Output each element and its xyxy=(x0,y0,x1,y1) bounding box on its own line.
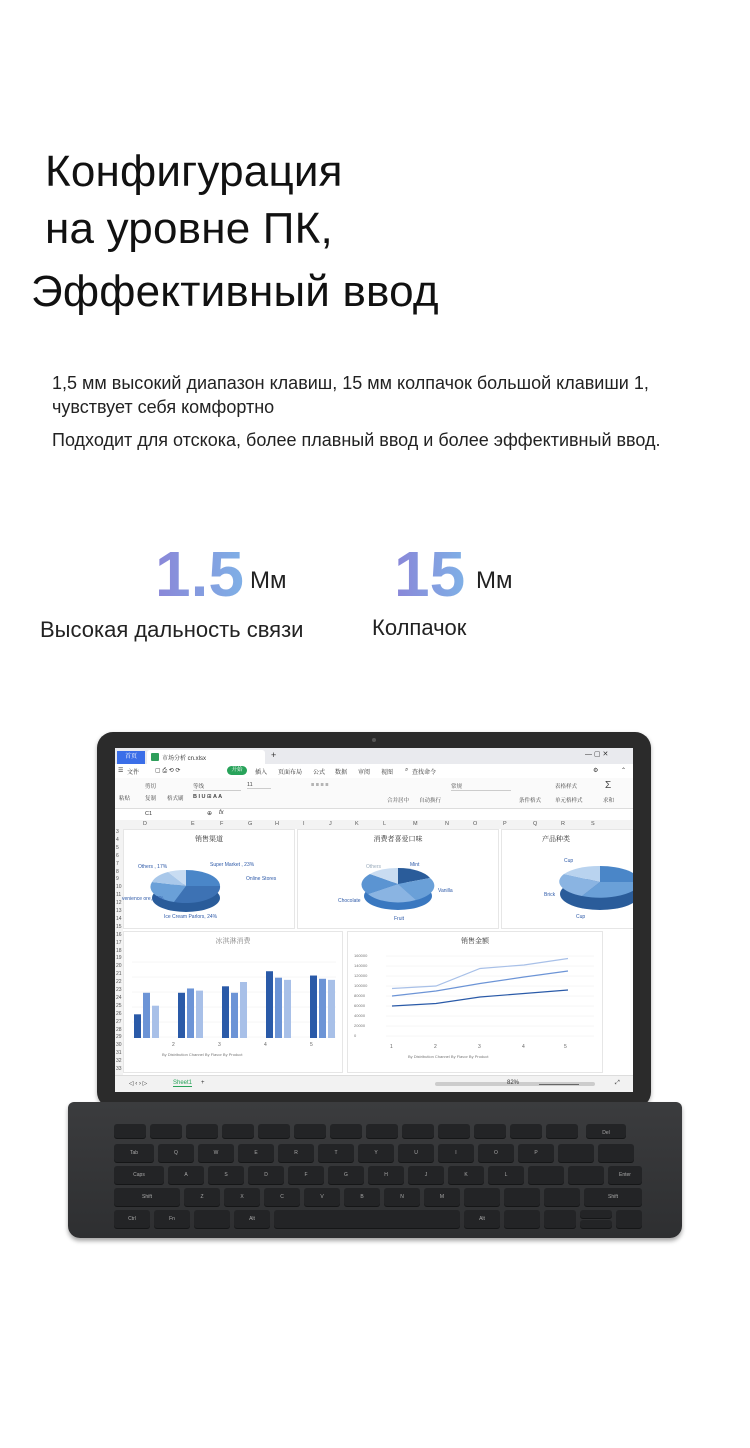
window-controls-icon[interactable]: — ▢ ✕ xyxy=(585,751,609,758)
chart-sales-channel[interactable] xyxy=(123,829,295,929)
column-header[interactable]: G xyxy=(248,821,253,827)
chart-title: 销售金额 xyxy=(461,938,489,945)
line-x-tick: 2 xyxy=(434,1044,437,1050)
key-l[interactable]: L xyxy=(488,1166,524,1184)
row-header[interactable]: 23 xyxy=(116,987,122,993)
key-x[interactable]: X xyxy=(224,1188,260,1206)
pie-label: Mint xyxy=(410,862,420,868)
headline-line-1: Конфигурация xyxy=(45,147,343,196)
new-tab-plus-icon[interactable]: + xyxy=(271,750,277,760)
key-del[interactable]: Del xyxy=(586,1124,626,1138)
key-m[interactable]: M xyxy=(424,1188,460,1206)
bar xyxy=(328,980,335,1038)
key-tab[interactable]: Tab xyxy=(114,1144,154,1162)
row-header[interactable]: 22 xyxy=(116,979,122,986)
stat-1-label: Высокая дальность связи xyxy=(40,617,304,642)
bar-x-tick: 5 xyxy=(310,1042,313,1048)
column-header[interactable]: O xyxy=(473,821,478,827)
function-key[interactable] xyxy=(114,1124,146,1138)
key-z[interactable]: Z xyxy=(184,1188,220,1206)
menu-start[interactable]: 开始 xyxy=(227,766,247,775)
chart-title: 消费者喜爱口味 xyxy=(373,836,423,843)
bar-legend: By Distribution Channel By Flavor By Product xyxy=(162,1052,243,1057)
row-header[interactable]: 27 xyxy=(116,1018,122,1025)
row-header[interactable]: 33 xyxy=(116,1066,122,1072)
row-header[interactable]: 10 xyxy=(116,884,122,891)
bar xyxy=(275,978,282,1038)
line-y-tick: 100000 xyxy=(354,983,368,988)
chart-title: 产品种类 xyxy=(542,836,570,843)
key-q[interactable]: Q xyxy=(158,1144,194,1162)
paragraph-1: 1,5 мм высокий диапазон клавиш, 15 мм колпачок большой клавиши 1, чувствует себя комфортно xyxy=(52,373,649,417)
bar xyxy=(319,979,326,1038)
key-n[interactable]: N xyxy=(384,1188,420,1206)
key-o[interactable]: O xyxy=(478,1144,514,1162)
sheet-grid[interactable] xyxy=(123,829,633,1075)
row-header[interactable]: 13 xyxy=(116,908,122,914)
row-header[interactable]: 8 xyxy=(116,868,119,875)
column-header[interactable]: S xyxy=(591,821,595,827)
front-camera xyxy=(372,738,376,742)
quick-access-icons[interactable]: ▢ ⎙ ⟲ ⟳ xyxy=(155,768,181,774)
row-header[interactable]: 14 xyxy=(116,915,122,922)
bar xyxy=(152,1006,159,1038)
bar-x-tick: 4 xyxy=(264,1042,267,1048)
keyboard-cover xyxy=(68,1102,682,1238)
key-u[interactable]: U xyxy=(398,1144,434,1162)
font-size-select[interactable]: 11 xyxy=(247,782,271,789)
line-chart-graphic xyxy=(348,932,602,1072)
key-alt-left[interactable]: Alt xyxy=(234,1210,270,1228)
bar xyxy=(240,982,247,1038)
row-header[interactable]: 26 xyxy=(116,1010,122,1017)
table-style-button[interactable]: 表格样式 xyxy=(555,784,578,790)
tab-file[interactable] xyxy=(147,750,265,764)
line-x-tick: 5 xyxy=(564,1044,567,1050)
function-key[interactable] xyxy=(438,1124,470,1138)
stat-2-label: Колпачок xyxy=(372,615,467,640)
column-header[interactable]: K xyxy=(355,821,359,827)
row-header[interactable]: 11 xyxy=(116,892,122,899)
bar xyxy=(134,1014,141,1038)
row-header[interactable]: 28 xyxy=(116,1026,122,1033)
line-y-tick: 80000 xyxy=(354,993,366,998)
pie-label: Cup xyxy=(564,858,574,864)
bar xyxy=(187,988,194,1038)
pie-label: venience ore, 19% xyxy=(122,896,164,902)
function-key[interactable] xyxy=(474,1124,506,1138)
add-sheet-icon[interactable]: + xyxy=(201,1080,205,1086)
key-p[interactable]: P xyxy=(518,1144,554,1162)
stat-2-value: 15 xyxy=(394,538,466,610)
row-header[interactable]: 30 xyxy=(116,1042,122,1049)
row-header[interactable]: 16 xyxy=(116,931,122,938)
menu-page-layout[interactable]: 页面布局 xyxy=(278,770,303,776)
fullscreen-icon[interactable]: ⤢ xyxy=(615,1080,620,1086)
function-key[interactable] xyxy=(150,1124,182,1138)
ribbon-toolbar xyxy=(115,778,633,809)
settings-gear-icon[interactable]: ⚙ xyxy=(593,768,599,774)
menu-formulas[interactable]: 公式 xyxy=(313,770,326,776)
zoom-level[interactable]: 82% xyxy=(507,1080,520,1086)
key-b[interactable]: B xyxy=(344,1188,380,1206)
key-bracket[interactable] xyxy=(558,1144,594,1162)
paragraph-2: Подходит для отскока, более плавный ввод и более эффективный ввод. xyxy=(52,430,661,450)
zoom-icon[interactable]: ⊕ xyxy=(207,811,213,817)
key-arrow-down[interactable] xyxy=(580,1220,612,1228)
row-header[interactable]: 7 xyxy=(116,860,119,867)
sheet-file-icon xyxy=(151,753,159,761)
function-key[interactable] xyxy=(294,1124,326,1138)
pie-label: Others , 17% xyxy=(138,864,168,870)
key-t[interactable]: T xyxy=(318,1144,354,1162)
row-header[interactable]: 15 xyxy=(116,923,122,930)
merge-center-button[interactable]: 合并居中 xyxy=(387,798,410,804)
pie-label: Cup xyxy=(576,914,586,920)
key-shift-right[interactable]: Shift xyxy=(584,1188,642,1206)
menu-file[interactable]: 文件 xyxy=(127,770,140,776)
key-ctrl-right[interactable] xyxy=(504,1210,540,1228)
key-shift-left[interactable]: Shift xyxy=(114,1188,180,1206)
chart-ice-cream-consumption[interactable] xyxy=(123,931,343,1073)
key-period[interactable] xyxy=(504,1188,540,1206)
row-header[interactable]: 32 xyxy=(116,1058,122,1065)
key-arrow-left[interactable] xyxy=(544,1210,576,1228)
sheet-nav-icons[interactable]: ◁ ‹ › ▷ xyxy=(129,1081,148,1087)
font-style-icons[interactable]: B I U ⊞ A A xyxy=(193,794,223,800)
key-a[interactable]: A xyxy=(168,1166,204,1184)
key-i[interactable]: I xyxy=(438,1144,474,1162)
key-w[interactable]: W xyxy=(198,1144,234,1162)
chart-consumer-flavor[interactable] xyxy=(297,829,499,929)
key-arrow-up[interactable] xyxy=(580,1210,612,1218)
app-tab-bar xyxy=(115,748,633,764)
row-header[interactable]: 18 xyxy=(116,947,122,954)
key-r[interactable]: R xyxy=(278,1144,314,1162)
menu-bar xyxy=(115,764,633,779)
column-header[interactable]: R xyxy=(561,821,565,827)
row-header[interactable]: 5 xyxy=(116,844,119,851)
line-y-tick: 140000 xyxy=(354,963,368,968)
font-family-select[interactable]: 等线 xyxy=(193,782,241,791)
line-y-tick: 0 xyxy=(354,1033,357,1038)
copy-button[interactable]: 复制 xyxy=(145,796,157,802)
key-space[interactable] xyxy=(274,1210,460,1228)
tab-home[interactable]: 首页 xyxy=(117,751,145,764)
column-header[interactable]: Q xyxy=(533,821,538,827)
sheet-tab[interactable]: Sheet1 xyxy=(173,1080,193,1086)
key-arrow-right[interactable] xyxy=(616,1210,642,1228)
function-key[interactable] xyxy=(258,1124,290,1138)
key-d[interactable]: D xyxy=(248,1166,284,1184)
format-painter-button[interactable]: 格式刷 xyxy=(167,796,184,802)
pie-label: Online Stores xyxy=(246,876,277,882)
sigma-icon[interactable]: Σ xyxy=(605,780,612,791)
function-key[interactable] xyxy=(222,1124,254,1138)
sum-button[interactable]: 求和 xyxy=(603,798,615,804)
line-x-tick: 4 xyxy=(522,1044,525,1050)
menu-view[interactable]: 视图 xyxy=(381,770,394,776)
cell-reference[interactable]: C1 xyxy=(145,811,153,817)
key-slash[interactable] xyxy=(544,1188,580,1206)
bar xyxy=(178,993,185,1038)
pie-label: Chocolate xyxy=(338,898,361,904)
headline-line-2: на уровне ПК, xyxy=(45,204,333,253)
column-header[interactable]: H xyxy=(275,821,279,827)
function-key[interactable] xyxy=(546,1124,578,1138)
pie-chart-graphic xyxy=(298,830,498,928)
function-key[interactable] xyxy=(402,1124,434,1138)
menu-hamburger-icon[interactable]: ☰ xyxy=(118,768,124,774)
row-header[interactable]: 31 xyxy=(116,1050,122,1057)
key-e[interactable]: E xyxy=(238,1144,274,1162)
bar xyxy=(231,993,238,1038)
pie-label: Super Market , 23% xyxy=(210,862,255,868)
row-header[interactable]: 9 xyxy=(116,876,119,883)
stat-2-unit: Мм xyxy=(476,567,513,594)
number-format-select[interactable]: 常规 xyxy=(451,782,511,791)
bar xyxy=(266,971,273,1038)
key-backslash[interactable] xyxy=(598,1144,634,1162)
paste-button[interactable]: 粘贴 xyxy=(119,796,131,802)
chart-title: 冰淇淋消费 xyxy=(215,938,251,945)
pie-label: Fruit xyxy=(394,916,404,922)
row-header[interactable]: 12 xyxy=(116,900,122,907)
column-header[interactable]: D xyxy=(143,821,147,827)
menu-insert[interactable]: 插入 xyxy=(255,770,268,776)
pie-label: Others xyxy=(366,864,382,870)
function-key[interactable] xyxy=(186,1124,218,1138)
row-header[interactable]: 25 xyxy=(116,1002,122,1009)
status-bar xyxy=(115,1075,633,1092)
function-key[interactable] xyxy=(366,1124,398,1138)
tab-file-label: 市场分析 cn.xlsx xyxy=(162,756,207,762)
key-c[interactable]: C xyxy=(264,1188,300,1206)
column-header[interactable]: F xyxy=(220,821,224,827)
key-ctrl[interactable]: Ctrl xyxy=(114,1210,150,1228)
bar xyxy=(222,986,229,1038)
key-k[interactable]: K xyxy=(448,1166,484,1184)
wrap-text-button[interactable]: 自动换行 xyxy=(419,798,442,804)
menu-review[interactable]: 审阅 xyxy=(358,770,371,776)
conditional-format-button[interactable]: 条件格式 xyxy=(519,798,542,804)
headline-line-3: Эффективный ввод xyxy=(31,267,439,316)
key-v[interactable]: V xyxy=(304,1188,340,1206)
stat-1-value: 1.5 xyxy=(155,538,244,610)
key-fn[interactable]: Fn xyxy=(154,1210,190,1228)
collapse-ribbon-icon[interactable]: ⌃ xyxy=(621,768,627,774)
key-caps[interactable]: Caps xyxy=(114,1166,164,1184)
line-x-tick: 1 xyxy=(390,1044,393,1050)
row-header[interactable]: 6 xyxy=(116,852,119,859)
key-s[interactable]: S xyxy=(208,1166,244,1184)
row-header[interactable]: 19 xyxy=(116,955,122,962)
bar xyxy=(310,976,317,1038)
function-key[interactable] xyxy=(330,1124,362,1138)
row-header[interactable]: 24 xyxy=(116,994,122,1001)
key-enter[interactable]: Enter xyxy=(608,1166,642,1184)
row-header[interactable]: 3 xyxy=(116,829,119,835)
line-y-tick: 20000 xyxy=(354,1023,366,1028)
bar xyxy=(196,991,203,1038)
key-g[interactable]: G xyxy=(328,1166,364,1184)
column-header[interactable]: P xyxy=(503,821,507,827)
menu-data[interactable]: 数据 xyxy=(335,770,348,776)
chart-sales-amount[interactable] xyxy=(347,931,603,1073)
row-header[interactable]: 4 xyxy=(116,836,119,843)
chart-title: 销售渠道 xyxy=(195,836,223,843)
row-header[interactable]: 21 xyxy=(116,971,122,978)
line-y-tick: 120000 xyxy=(354,973,368,978)
key-f[interactable]: F xyxy=(288,1166,324,1184)
align-icons[interactable]: ≡ ≡ ≡ ≡ xyxy=(311,782,329,788)
key-quote[interactable] xyxy=(568,1166,604,1184)
row-header[interactable]: 29 xyxy=(116,1034,122,1041)
stat-1-unit: Мм xyxy=(250,567,287,594)
search-icon[interactable]: ⌕ xyxy=(405,767,409,773)
key-y[interactable]: Y xyxy=(358,1144,394,1162)
function-key[interactable] xyxy=(510,1124,542,1138)
fx-label: fx xyxy=(219,810,224,816)
key-j[interactable]: J xyxy=(408,1166,444,1184)
column-header[interactable]: M xyxy=(413,821,418,827)
cut-button[interactable]: 剪切 xyxy=(145,784,157,790)
zoom-slider[interactable] xyxy=(539,1084,579,1085)
bar-x-tick: 2 xyxy=(172,1042,175,1048)
column-header[interactable]: I xyxy=(303,821,305,827)
key-h[interactable]: H xyxy=(368,1166,404,1184)
bar-chart-graphic xyxy=(124,932,342,1072)
key-alt-right[interactable]: Alt xyxy=(464,1210,500,1228)
bar-x-tick: 3 xyxy=(218,1042,221,1048)
row-header[interactable]: 17 xyxy=(116,939,122,946)
column-header[interactable]: L xyxy=(383,821,387,827)
bar xyxy=(143,993,150,1038)
column-header[interactable]: E xyxy=(191,821,195,827)
pie-chart-graphic xyxy=(502,830,633,928)
key-comma[interactable] xyxy=(464,1188,500,1206)
column-header[interactable]: J xyxy=(329,821,332,827)
cell-style-button[interactable]: 单元格样式 xyxy=(555,798,583,804)
key-windows[interactable] xyxy=(194,1210,230,1228)
bar xyxy=(284,980,291,1038)
line-y-tick: 40000 xyxy=(354,1013,366,1018)
pie-label: Vanilla xyxy=(438,888,453,894)
line-x-tick: 3 xyxy=(478,1044,481,1050)
chart-product-type[interactable] xyxy=(501,829,633,929)
menu-search-command[interactable]: 查找命令 xyxy=(412,770,437,776)
column-header[interactable]: N xyxy=(445,821,449,827)
pie-label: Ice Cream Parlors, 24% xyxy=(164,914,218,920)
tablet-screen xyxy=(115,748,633,1092)
key-semicolon[interactable] xyxy=(528,1166,564,1184)
row-header[interactable]: 20 xyxy=(116,963,122,970)
tablet-device xyxy=(97,732,651,1108)
pie-label: Brick xyxy=(544,892,556,898)
line-y-tick: 160000 xyxy=(354,953,368,958)
line-y-tick: 60000 xyxy=(354,1003,366,1008)
line-legend: By Distribution Channel By Flavor By Product xyxy=(408,1054,489,1059)
